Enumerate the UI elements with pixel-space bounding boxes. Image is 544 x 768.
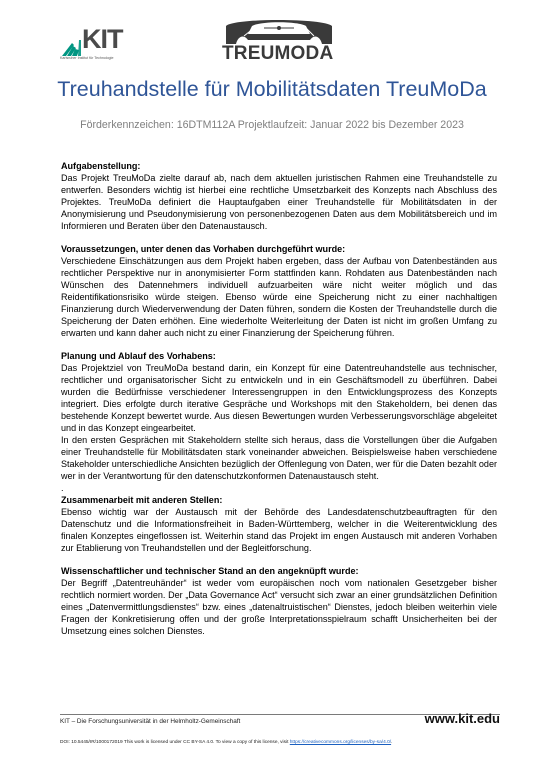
kit-logo-subtitle: Karlsruher Institut für Technologie	[60, 56, 114, 60]
page-header	[0, 0, 544, 70]
section-body: Das Projektziel von TreuMoDa bestand darin, ein Konzept für eine Datentreuhandstelle aus technischer, rechtlicher und organisatorischer Sicht zu entwickeln und in ein Geschäftsmodell zu überführen. Dabei wurden die Bedürfnisse verschiedener Interessengruppen in den Entwicklungsprozess des Konzepts integriert. Dies erfolgte durch iterative Gespräche und Workshops mit den Stakeholdern, bei denen das bestehende Konzept bewertet wurde. Aus diesen Bewertungen wurden Verbesserungsvorschläge abgeleitet und in das Konzept eingearbeitet.	[61, 363, 497, 433]
section-aufgabenstellung	[61, 160, 497, 232]
license-link[interactable]: https://creativecommons.org/licenses/by-sa/4.0/	[289, 740, 392, 745]
page-title: Treuhandstelle für Mobilitätsdaten TreuMoDa	[57, 77, 487, 101]
section-heading: Aufgabenstellung:	[61, 161, 141, 171]
section-body-continued: In den ersten Gesprächen mit Stakeholdern stellte sich heraus, dass die Vorstellungen über die Aufgaben einer Treuhandstelle für Mobilitätsdaten stark voneinander abweichen. Beispielsweise haben verschiedene Stakeholder unterschiedliche Ansichten bezüglich der Offenlegung von Daten, wer für die Daten bezahlt oder wer in der Verantwortung für den datenschutzkonformen Datenaustausch steht.	[61, 435, 497, 481]
section-body: Ebenso wichtig war der Austausch mit der Behörde des Landesdatenschutzbeauftragten für den Datenschutz und die Informationsfreiheit in Baden-Württemberg, welcher in die Weiterentwicklung des finalen Konzeptes eingeflossen ist. Weiterhin stand das Projekt im engen Austausch mit anderen Vorhaben zur Etablierung von Treuhandstellen und der Begleitforschung.	[61, 507, 497, 553]
section-heading: Planung und Ablauf des Vorhabens:	[61, 351, 216, 361]
license-text: DOI: 10.5445/IR/1000172019 This work is licensed under CC BY-SA 4.0. To view a copy of this license, visit	[60, 740, 290, 745]
license-suffix: .	[391, 740, 393, 745]
section-heading: Wissenschaftlicher und technischer Stand an den angeknüpft wurde:	[61, 566, 359, 576]
kit-logo-text: KIT	[82, 24, 123, 54]
section-voraussetzungen	[61, 243, 497, 339]
section-heading: Voraussetzungen, unter denen das Vorhaben durchgeführt wurde:	[61, 244, 346, 254]
section-zusammenarbeit	[61, 494, 497, 554]
treumoda-logo-text: TREUMODA	[222, 43, 334, 64]
footer-website: www.kit.edu	[424, 711, 500, 726]
footer-tagline: KIT – Die Forschungsuniversität in der Helmholtz-Gemeinschaft	[60, 718, 241, 725]
license-notice	[60, 740, 392, 745]
report-content	[61, 160, 497, 648]
section-stand	[61, 565, 497, 637]
section-planung	[61, 350, 497, 482]
section-heading: Zusammenarbeit mit anderen Stellen:	[61, 495, 223, 505]
section-body: Das Projekt TreuMoDa zielte darauf ab, nach dem aktuellen juristischen Rahmen eine Treuhandstelle zu entwerfen. Besonders wichtig ist hierbei eine rechtliche Umsetzbarkeit des Konzepts nach Abschluss des Projektes. TreuMoDa definiert die Hauptaufgaben einer Treuhandstelle für Mobilitätsdaten in der Anonymisierung und Pseudonymisierung von personenbezogenen Daten aus dem Mobilitätsbereich und im Informieren und Beraten über den Datenaustausch.	[61, 173, 497, 231]
section-body: Der Begriff „Datentreuhänder“ ist weder vom europäischen noch vom nationalen Gesetzgeber bisher rechtlich normiert worden. Der „Data Governance Act“ versucht sich zwar an einer grundsätzlichen Definition eines „Datenvermittlungsdienstes“ bzw. eines „datenaltruistischen“ Dienstes, jedoch bleiben weiterhin viele Fragen der Konkretisierung offen und der große Interpretationsspielraum schafft Unsicherheiten bei der Umsetzung eines solchen Dienstes.	[61, 578, 497, 636]
stray-dot: .	[61, 483, 64, 493]
funding-info: Förderkennzeichen: 16DTM112A Projektlaufzeit: Januar 2022 bis Dezember 2023	[80, 119, 464, 131]
section-body: Verschiedene Einschätzungen aus dem Projekt haben ergeben, dass der Aufbau von Datenbeständen aus rechtlicher Perspektive nur in anonymisierter Form stattfinden kann. Rohdaten aus Datenbeständen nach Wünschen des Datennehmers individuell aufzuarbeiten wäre nicht weiter möglich und das Reidentifikationsrisiko würde steigen. Ebenso würde eine Speicherung nicht zu einer nachhaltigen Finanzierung durch Wiederverwendung der Daten führen, sondern die Kosten der Treuhandstelle durch die Speicherung der Daten erhöhen. Eine wiederholte Weiterleitung der Daten ist nicht im großen Umfang zu erwarten und kann daher auch nicht zu einer Finanzierung der Speicherung führen.	[61, 256, 497, 338]
